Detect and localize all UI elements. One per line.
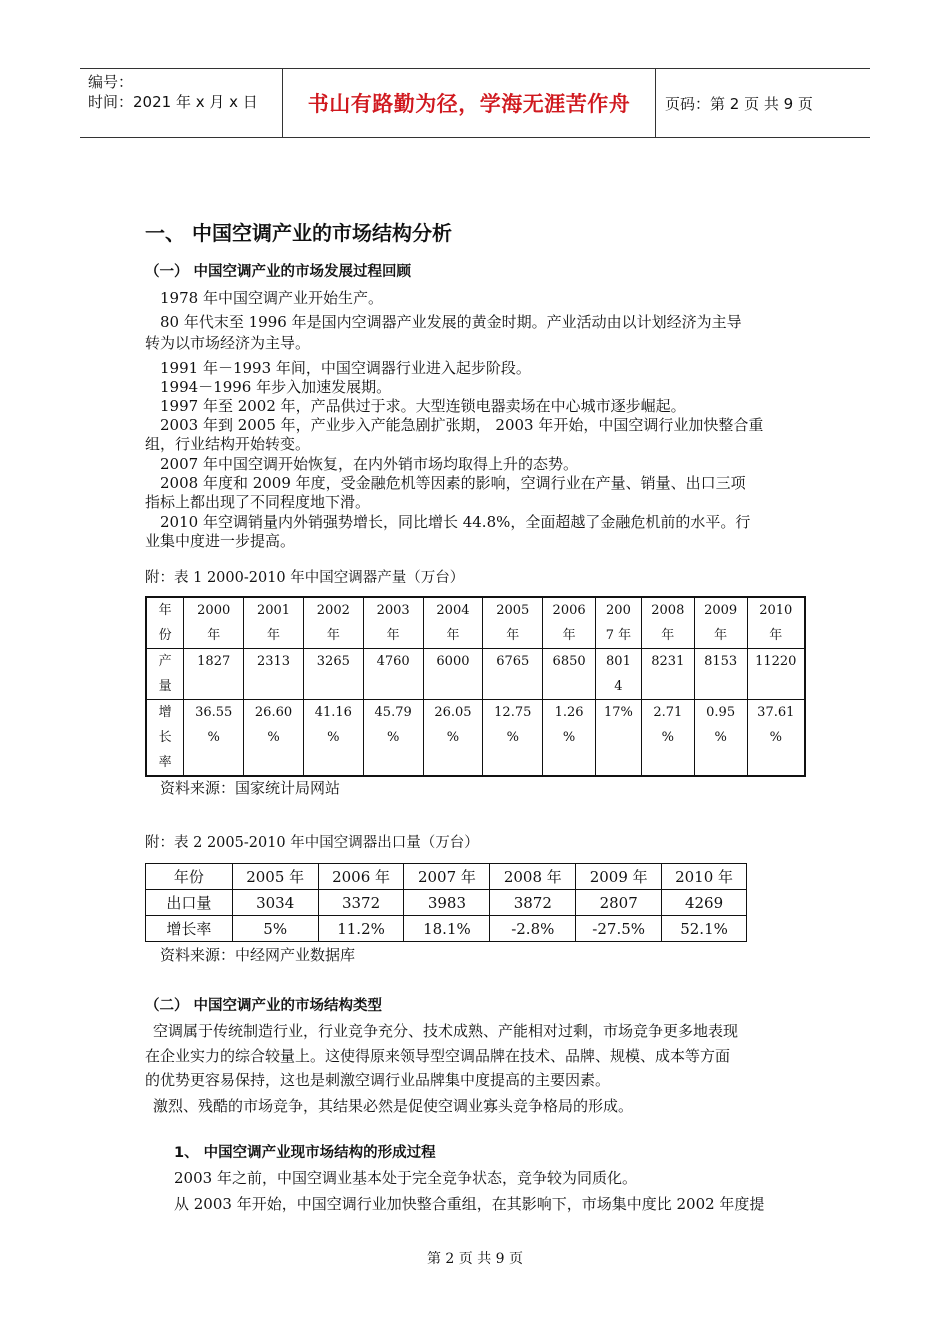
table-row-header — [146, 700, 184, 777]
cell-text: 年 — [661, 628, 675, 643]
cell-text: 37.61 — [757, 705, 795, 720]
table-cell — [596, 597, 642, 649]
cell-text: 年 — [562, 628, 576, 643]
cell-text: % — [714, 730, 727, 745]
table-cell: 2005 年 — [232, 864, 318, 890]
table-cell — [543, 649, 596, 700]
document-number: 编号： — [88, 73, 134, 91]
paragraph-line: 1991 年－1993 年间，中国空调器行业进入起步阶段。 — [160, 359, 531, 377]
paragraph-line: 的优势更容易保持，这也是刺激空调行业品牌集中度提高的主要因素。 — [145, 1071, 611, 1089]
page-footer: 第 2 页 共 9 页 — [426, 1251, 524, 1267]
paragraph-line: 2003 年之前，中国空调业基本处于完全竞争状态，竞争较为同质化。 — [174, 1169, 637, 1187]
table-cell — [694, 700, 747, 777]
cell-text: 41.16 — [314, 705, 352, 720]
paragraph-line: 2010 年空调销量内外销强势增长，同比增长 44.8%，全面超越了金融危机前的水平。行 — [160, 513, 751, 531]
cell-text: 2005 — [496, 603, 530, 618]
table-cell — [184, 649, 244, 700]
table-cell: 52.1% — [662, 916, 747, 942]
cell-text: 4 — [614, 679, 623, 694]
cell-text: 6765 — [496, 654, 530, 669]
cell-text: 36.55 — [195, 705, 233, 720]
table-cell — [363, 700, 423, 777]
cell-text: 量 — [158, 679, 172, 694]
table-cell — [363, 649, 423, 700]
table-1-year-row — [146, 597, 805, 649]
table-cell: 3983 — [404, 890, 490, 916]
header-meta — [80, 69, 282, 137]
table-2-row — [146, 916, 747, 942]
table-cell — [641, 649, 694, 700]
table-cell — [483, 649, 543, 700]
table-cell: 3872 — [490, 890, 576, 916]
cell-text: 1827 — [197, 654, 231, 669]
table-1-output-row — [146, 649, 805, 700]
paragraph-line: 业集中度进一步提高。 — [145, 532, 296, 550]
cell-text: 产 — [158, 654, 172, 669]
table-cell: 2007 年 — [404, 864, 490, 890]
cell-text: 2008 — [651, 603, 685, 618]
cell-text: 17% — [603, 705, 633, 720]
cell-text: 年 — [769, 628, 783, 643]
cell-text: % — [267, 730, 280, 745]
cell-text: 26.05 — [434, 705, 472, 720]
table-cell — [596, 649, 642, 700]
table-cell: 2006 年 — [318, 864, 404, 890]
cell-text: 0.95 — [706, 705, 736, 720]
table-cell: 出口量 — [146, 890, 233, 916]
table-row-header — [146, 649, 184, 700]
table-cell: 11.2% — [318, 916, 404, 942]
table-cell — [641, 700, 694, 777]
cell-text: 6850 — [552, 654, 586, 669]
table-cell — [747, 700, 805, 777]
cell-text: 份 — [158, 628, 172, 643]
table-cell: 2807 — [576, 890, 662, 916]
cell-text: 增 — [158, 705, 172, 720]
cell-text: 11220 — [755, 654, 797, 669]
document-date: 时间：2021 年 x 月 x 日 — [88, 93, 258, 111]
table-cell: -27.5% — [576, 916, 662, 942]
table-cell — [184, 700, 244, 777]
cell-text: 年 — [446, 628, 460, 643]
table-cell — [303, 597, 363, 649]
cell-text: 年 — [506, 628, 520, 643]
table-cell — [543, 597, 596, 649]
table-cell — [423, 649, 483, 700]
table-2 — [145, 863, 747, 942]
table-cell: 2010 年 — [662, 864, 747, 890]
paragraph-line: 2007 年中国空调开始恢复，在内外销市场均取得上升的态势。 — [160, 455, 578, 473]
cell-text: 8153 — [704, 654, 738, 669]
cell-text: 3265 — [316, 654, 350, 669]
cell-text: % — [506, 730, 519, 745]
paragraph-line: 80 年代末至 1996 年是国内空调器产业发展的黄金时期。产业活动由以计划经济为主导 — [160, 313, 742, 331]
paragraph-line: 1997 年至 2002 年，产品供过于求。大型连锁电器卖场在中心城市逐步崛起。 — [160, 397, 686, 415]
page-header — [80, 68, 870, 138]
cell-text: % — [207, 730, 220, 745]
cell-text: 26.60 — [254, 705, 293, 720]
cell-text: 年 — [207, 628, 221, 643]
cell-text: % — [327, 730, 340, 745]
header-page-cell — [655, 69, 870, 137]
table-2-caption: 附：表 2 2005-2010 年中国空调器出口量（万台） — [145, 835, 479, 851]
table-cell: 18.1% — [404, 916, 490, 942]
table-cell: 年份 — [146, 864, 233, 890]
cell-text: 45.79 — [374, 705, 412, 720]
table-cell: 5% — [232, 916, 318, 942]
paragraph-line: 2003 年到 2005 年，产业步入产能急剧扩张期， 2003 年开始，中国空调行业加快整合重 — [160, 416, 764, 434]
cell-text: 801 — [606, 654, 631, 669]
cell-text: 2003 — [376, 603, 410, 618]
table-cell — [423, 597, 483, 649]
table-cell: 3372 — [318, 890, 404, 916]
paragraph-line: 1994－1996 年步入加速发展期。 — [160, 378, 392, 396]
cell-text: % — [661, 730, 674, 745]
table-cell — [244, 700, 304, 777]
table-cell — [303, 649, 363, 700]
cell-text: 年 — [714, 628, 728, 643]
cell-text: 200 — [606, 603, 631, 618]
motto: 书山有路勤为径，学海无涯苦作舟 — [307, 92, 631, 116]
cell-text: 1.26 — [554, 705, 584, 720]
table-cell — [694, 597, 747, 649]
cell-text: 12.75 — [494, 705, 532, 720]
cell-text: % — [446, 730, 460, 745]
cell-text: 8231 — [651, 654, 685, 669]
table-cell: 增长率 — [146, 916, 233, 942]
table-cell — [244, 649, 304, 700]
cell-text: 2313 — [256, 654, 291, 669]
cell-text: 2.71 — [653, 705, 683, 720]
cell-text: 年 — [386, 628, 400, 643]
cell-text: 2004 — [436, 603, 470, 618]
cell-text: 年 — [158, 603, 172, 618]
table-cell: 2009 年 — [576, 864, 662, 890]
page-code: 页码：第 2 页 共 9 页 — [665, 94, 813, 113]
section-title: 一、 中国空调产业的市场结构分析 — [145, 221, 452, 245]
table-cell: -2.8% — [490, 916, 576, 942]
table-2-source: 资料来源：中经网产业数据库 — [160, 946, 356, 964]
table-cell — [363, 597, 423, 649]
table-cell — [747, 597, 805, 649]
subsection-2-title: （二） 中国空调产业的市场结构类型 — [145, 998, 383, 1014]
subsection-3-title: 1、 中国空调产业现市场结构的形成过程 — [174, 1145, 436, 1161]
paragraph-line: 1978 年中国空调产业开始生产。 — [160, 289, 383, 307]
table-cell — [483, 597, 543, 649]
cell-text: 2009 — [704, 603, 738, 618]
table-cell: 2008 年 — [490, 864, 576, 890]
cell-text: 年 — [326, 628, 340, 643]
cell-text: 6000 — [436, 654, 470, 669]
paragraph-line: 激烈、残酷的市场竞争，其结果必然是促使空调业寡头竞争格局的形成。 — [153, 1097, 634, 1115]
cell-text: 2002 — [316, 603, 350, 618]
cell-text: 7 年 — [605, 628, 632, 643]
table-2-header-row — [146, 864, 747, 890]
paragraph-line: 2008 年度和 2009 年度，受金融危机等因素的影响，空调行业在产量、销量、出口三项 — [160, 474, 746, 492]
table-cell: 4269 — [662, 890, 747, 916]
cell-text: 长 — [158, 730, 172, 745]
cell-text: % — [562, 730, 576, 745]
table-cell — [596, 700, 642, 777]
cell-text: 4760 — [376, 654, 410, 669]
cell-text: 2006 — [552, 603, 586, 618]
table-1-growth-row — [146, 700, 805, 777]
cell-text: % — [769, 730, 782, 745]
table-1-source: 资料来源：国家统计局网站 — [160, 779, 341, 797]
table-1-caption: 附：表 1 2000-2010 年中国空调器产量（万台） — [145, 570, 465, 586]
cell-text: % — [386, 730, 400, 745]
table-cell — [483, 700, 543, 777]
header-motto-cell — [282, 69, 656, 137]
paragraph-line: 空调属于传统制造行业，行业竞争充分、技术成熟、产能相对过剩，市场竞争更多地表现 — [153, 1022, 739, 1040]
table-cell — [423, 700, 483, 777]
cell-text: 年 — [267, 628, 281, 643]
paragraph-line: 转为以市场经济为主导。 — [145, 334, 311, 352]
cell-text: 2010 — [759, 603, 793, 618]
table-cell — [747, 649, 805, 700]
cell-text: 2000 — [197, 603, 231, 618]
cell-text: 2001 — [256, 603, 291, 618]
table-cell — [184, 597, 244, 649]
table-cell — [303, 700, 363, 777]
table-2-row — [146, 890, 747, 916]
table-cell — [641, 597, 694, 649]
table-cell — [244, 597, 304, 649]
table-row-header — [146, 597, 184, 649]
paragraph-line: 组，行业结构开始转变。 — [145, 435, 311, 453]
subsection-1-title: （一） 中国空调产业的市场发展过程回顾 — [145, 264, 412, 280]
table-cell — [694, 649, 747, 700]
paragraph-line: 指标上都出现了不同程度地下滑。 — [145, 493, 371, 511]
table-cell — [543, 700, 596, 777]
cell-text: 率 — [158, 755, 172, 770]
table-1 — [145, 596, 806, 777]
paragraph-line: 从 2003 年开始，中国空调行业加快整合重组，在其影响下，市场集中度比 2002 年度提 — [174, 1195, 765, 1213]
paragraph-line: 在企业实力的综合较量上。这使得原来领导型空调品牌在技术、品牌、规模、成本等方面 — [145, 1047, 731, 1065]
table-cell: 3034 — [232, 890, 318, 916]
